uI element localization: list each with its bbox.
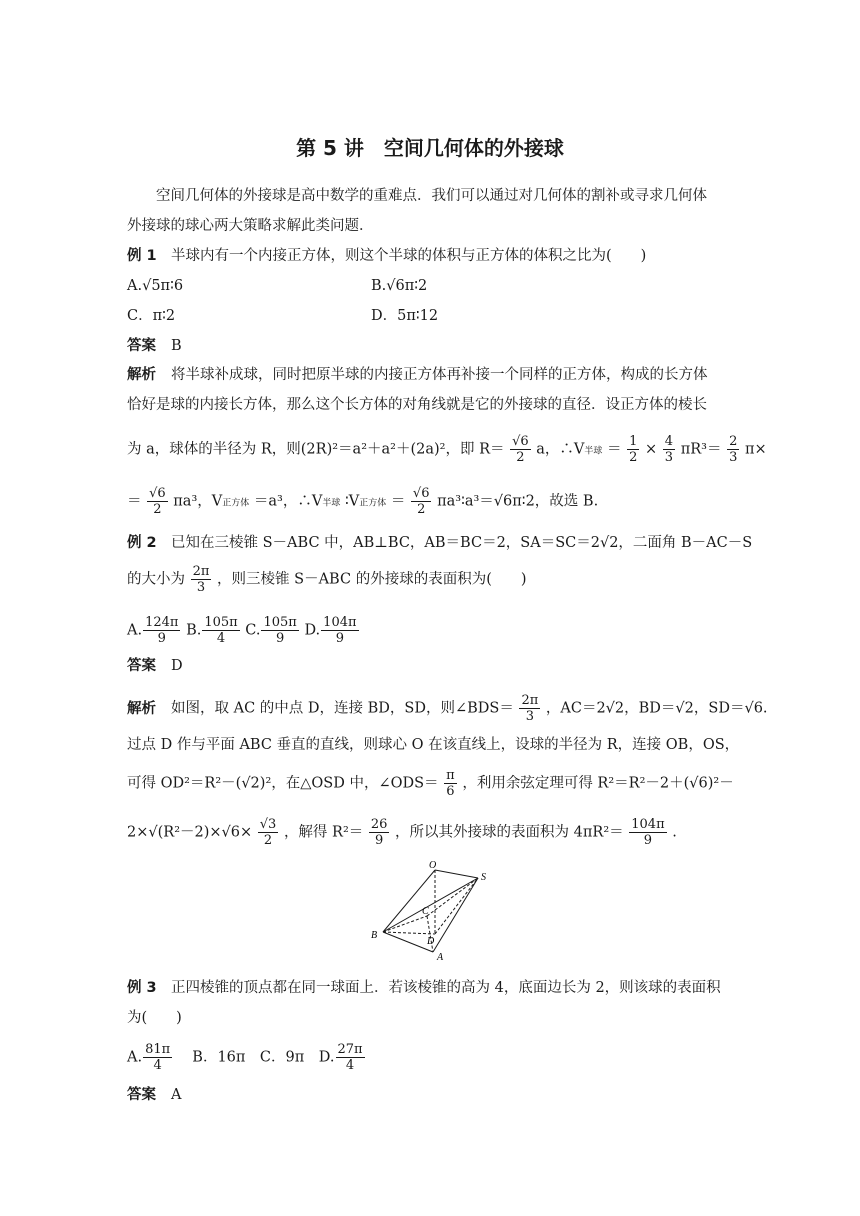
fraction: $\frac{√6}{2}$ bbox=[512, 434, 529, 465]
fraction: $\frac{√6}{2}$ bbox=[149, 486, 166, 517]
answer-value: B bbox=[171, 338, 182, 354]
fraction: $\frac{81\pi}{4}$ bbox=[145, 1042, 171, 1073]
example-2-options: A. $\frac{124\pi}{9}$ B. $\frac{105\pi}{4}$ C. $\frac{105\pi}{9}$ D. $\frac{104\pi}{9}$ bbox=[127, 615, 357, 646]
intro-line-1: 空间几何体的外接球是高中数学的重难点．我们可以通过对几何体的割补或寻求几何体 bbox=[156, 188, 707, 204]
ex2-analysis-line-3: 可得 OD²＝R²－(√2)²，在△OSD 中，∠ODS＝ $\frac{\pi}{6}$ ，利用余弦定理可得 R²＝R²－2＋(√6)²－ bbox=[127, 768, 734, 799]
example-3-options: A. $\frac{81\pi}{4}$ B．16π C．9π D. $\frac{27\pi}{4}$ bbox=[127, 1042, 363, 1073]
fraction: $\frac{124\pi}{9}$ bbox=[145, 615, 179, 646]
example-1-question: 例 1 半球内有一个内接正方体，则这个半球的体积与正方体的体积之比为( ) bbox=[127, 248, 647, 264]
answer-row bbox=[127, 336, 182, 356]
page-title: 第 5 讲 空间几何体的外接球 bbox=[296, 136, 564, 160]
example-2-question-1: 例 2 已知在三棱锥 S－ABC 中，AB⊥BC，AB＝BC＝2，SA＝SC＝2√2，二面角 B－AC－S bbox=[127, 535, 753, 551]
answer-row bbox=[127, 1085, 181, 1105]
edge-BD bbox=[383, 932, 435, 934]
example-label: 例 1 bbox=[127, 248, 157, 264]
answer-row bbox=[127, 656, 183, 676]
fraction: $\frac{26}{9}$ bbox=[370, 817, 388, 848]
fraction: $\frac{√6}{2}$ bbox=[412, 486, 430, 517]
example-label: 例 3 bbox=[127, 980, 157, 996]
ex2-analysis-line-4: 2×√(R²－2)×√6× $\frac{√3}{2}$ ，解得 R²＝ $\frac{26}{9}$ ，所以其外接球的表面积为 4πR²＝ $\frac{104\pi}{9}$ . bbox=[127, 817, 677, 848]
edge-AS bbox=[433, 878, 478, 952]
analysis-line-2: 恰好是球的内接长方体，那么这个长方体的对角线就是它的外接球的直径．设正方体的棱长 bbox=[127, 397, 707, 413]
analysis-line-4: ＝ $\frac{√6}{2}$ πa³，V正方体 ＝a³，∴V半球 ∶V正方体 ＝ $\frac{√6}{2}$ πa³∶a³＝√6π∶2，故选 B. bbox=[127, 486, 599, 517]
fraction: $\frac{105\pi}{4}$ bbox=[204, 615, 238, 646]
fraction: $\frac{1}{2}$ bbox=[629, 434, 638, 465]
answer-label: 答案 bbox=[127, 338, 156, 354]
option-b: B.√6π∶2 bbox=[371, 278, 428, 294]
fraction: $\frac{104\pi}{9}$ bbox=[323, 615, 357, 646]
analysis-line-3: 为 a，球体的半径为 R，则(2R)²＝a²＋a²＋(2a)²，即 R＝ $\frac{√6}{2}$ a，∴V半球 ＝ $\frac{1}{2}$ × $\frac{4}{3}$ πR³＝ $\frac{2}{3}$ π× bbox=[127, 434, 767, 465]
label-B: B bbox=[371, 930, 378, 941]
label-A: A bbox=[437, 952, 444, 962]
ex2-analysis-line-1: 解析 如图，取 AC 的中点 D，连接 BD，SD，则∠BDS＝ $\frac{2\pi}{3}$ ，AC＝2√2，BD＝√2，SD＝√6. bbox=[127, 693, 768, 724]
answer-label: 答案 bbox=[127, 658, 156, 674]
fraction: $\frac{2\pi}{3}$ bbox=[521, 693, 539, 724]
fraction: $\frac{2\pi}{3}$ bbox=[192, 564, 210, 595]
answer-value: D bbox=[171, 658, 183, 674]
example-label: 例 2 bbox=[127, 535, 157, 551]
pyramid-figure bbox=[365, 858, 495, 962]
example-3-question-1: 例 3 正四棱锥的顶点都在同一球面上．若该棱锥的高为 4，底面边长为 2，则该球的表面积 bbox=[127, 980, 721, 996]
label-C: C bbox=[422, 906, 429, 917]
fraction: $\frac{\pi}{6}$ bbox=[446, 768, 455, 799]
edge-DS bbox=[435, 878, 478, 934]
label-D: D bbox=[427, 936, 435, 947]
option-c: C．π∶2 bbox=[127, 308, 176, 324]
fraction: $\frac{104\pi}{9}$ bbox=[631, 817, 665, 848]
ex2-analysis-line-2: 过点 D 作与平面 ABC 垂直的直线，则球心 O 在该直线上，设球的半径为 R，连接 OB，OS， bbox=[127, 737, 740, 753]
fraction: $\frac{27\pi}{4}$ bbox=[337, 1042, 363, 1073]
fraction: $\frac{105\pi}{9}$ bbox=[263, 615, 297, 646]
answer-value: A bbox=[171, 1087, 182, 1103]
option-d: D．5π∶12 bbox=[371, 308, 439, 324]
analysis-label: 解析 bbox=[127, 700, 156, 717]
answer-label: 答案 bbox=[127, 1087, 156, 1103]
edge-BA bbox=[383, 932, 433, 952]
analysis-line-1: 解析 将半球补成球，同时把原半球的内接正方体再补接一个同样的正方体，构成的长方体 bbox=[127, 367, 708, 383]
fraction: $\frac{2}{3}$ bbox=[729, 434, 738, 465]
edge-BS bbox=[383, 878, 478, 932]
label-S: S bbox=[481, 872, 486, 883]
fraction: $\frac{4}{3}$ bbox=[664, 434, 674, 465]
edge-OS bbox=[435, 870, 478, 878]
analysis-label: 解析 bbox=[127, 367, 156, 383]
option-a: A.√5π∶6 bbox=[127, 278, 184, 294]
label-O: O bbox=[429, 860, 437, 871]
intro-line-2: 外接球的球心两大策略求解此类问题． bbox=[127, 218, 374, 234]
example-3-question-2: 为( ) bbox=[127, 1010, 182, 1026]
example-2-question-2: 的大小为 $\frac{2\pi}{3}$ ，则三棱锥 S－ABC 的外接球的表面积为( ) bbox=[127, 564, 527, 595]
fraction: $\frac{√3}{2}$ bbox=[259, 817, 277, 848]
